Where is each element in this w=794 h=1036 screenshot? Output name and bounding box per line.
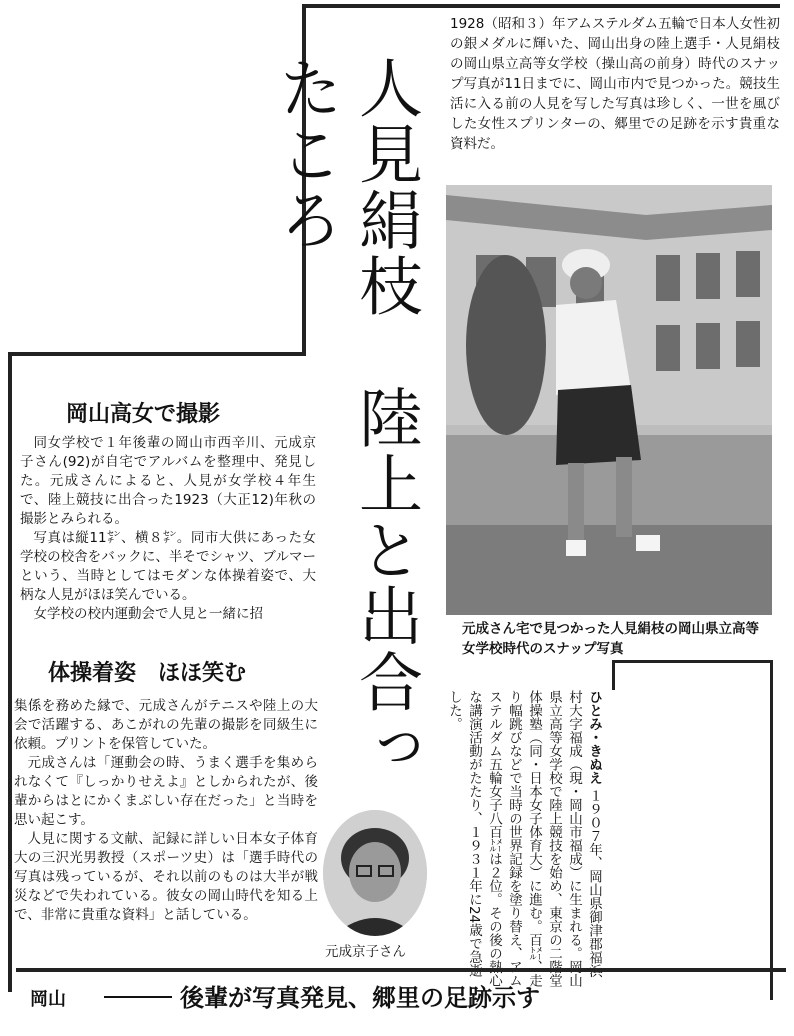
- frame-top: [302, 4, 780, 8]
- body2-paragraph-3: 人見に関する文献、記録に詳しい日本女子体育大の三沢光男教授（スポーツ史）は「選手時代の写真は残っているが、それ以前のものは大半が戦災などで失われている。彼女の岡山時代を知る上で、非常に貴重な資料」と話している。: [14, 831, 318, 923]
- body-column-2: [14, 697, 318, 925]
- body1-paragraph-2: 写真は縦11㌢、横８㌢。同市大供にあった女学校の校舎をバックに、半そでシャツ、ブルマーという、当時としてはモダンな体操着姿で、大柄な人見がほほ笑んでいる。: [20, 530, 316, 603]
- body-column-1: [20, 434, 316, 624]
- profile-text: １９０７年、岡山県御津郡福浜村大字福成（現・岡山市福成）に生まれる。岡山県立高等女学校で陸上競技を始め、東京の二階堂体操塾（同・日本女子体育大）に進む。百㍍、走り幅跳びなどで当時の世界記録を塗り替え、アムステルダム五輪女子八百㍍は２位。その後の熱心な講演活動がたたり、１９３１年に24歳で急逝した。: [446, 690, 602, 987]
- subhead-okayama: 岡山高女で撮影: [66, 402, 221, 427]
- footer-headline: 後輩が写真発見、郷里の足跡示す: [180, 984, 540, 1012]
- body1-paragraph-3: 女学校の校内運動会で人見と一緒に招: [33, 606, 263, 622]
- frame-step-v: [612, 660, 615, 690]
- portrait-photo: [323, 810, 427, 936]
- photo-caption: 元成さん宅で見つかった人見絹枝の岡山県立高等女学校時代のスナップ写真: [462, 621, 759, 657]
- portrait-caption: 元成京子さん: [325, 944, 406, 960]
- body2-paragraph-2: 元成さんは「運動会の時、うまく選手を集められなくて『しっかりせえよ』としかられたが、後輩からはとにかくまぶしい存在だった」と当時を思い起こす。: [14, 755, 318, 828]
- frame-mid: [8, 352, 306, 356]
- body2-paragraph-1: 集係を務めた縁で、元成さんがテニスや陸上の大会で活躍する、あこがれの先輩の撮影を同級生に依頼。プリントを保管していた。: [14, 698, 318, 752]
- profile-name: ひとみ・きぬえ: [586, 690, 602, 785]
- footer-dash: [104, 996, 172, 998]
- profile-box: [444, 690, 604, 990]
- frame-right-lower: [770, 660, 773, 1000]
- headline: 人見絹枝 陸上と出合ったころ: [268, 55, 422, 781]
- subhead-gym-uniform: 体操着姿 ほほ笑む: [48, 661, 247, 686]
- snapshot-photo: [446, 185, 772, 615]
- lead-paragraph: 1928（昭和３）年アムステルダム五輪で日本人女性初の銀メダルに輝いた、岡山出身の陸上選手・人見絹枝の岡山県立高等女学校（操山高の前身）時代のスナップ写真が11日までに、岡山市内で見つかった。競技生活に入る前の人見を写した写真は珍しく、一世を風びした女性スプリンターの、郷里での足跡を示す貴重な資料だ。: [450, 16, 780, 152]
- photo-illustration: [446, 185, 772, 615]
- frame-step: [612, 660, 772, 663]
- body1-paragraph-1: 同女学校で１年後輩の岡山市西辛川、元成京子さん(92)が自宅でアルバムを整理中、発見した。元成さんによると、人見が女学校４年生で、陸上競技に出合った1923（大正12)年秋の撮影とみられる。: [20, 435, 316, 527]
- portrait-illustration: [323, 810, 427, 936]
- footer-location: 岡山: [30, 989, 66, 1010]
- frame-left: [8, 352, 12, 992]
